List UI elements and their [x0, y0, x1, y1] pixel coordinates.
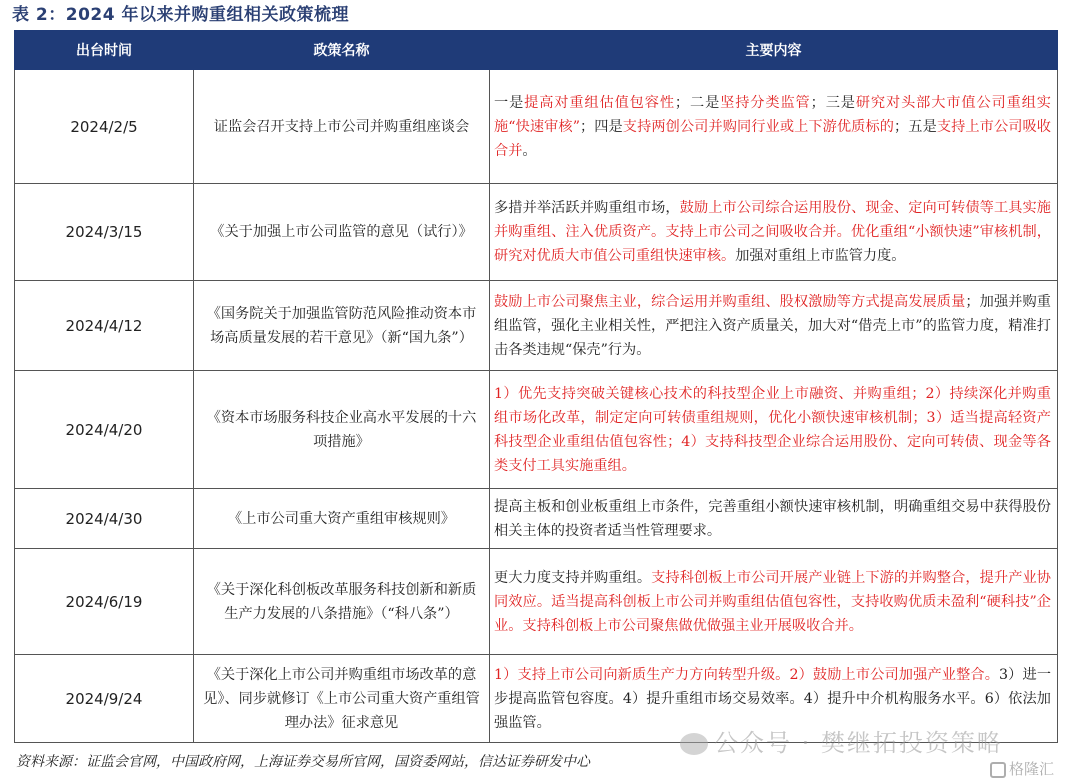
row-policy: 证监会召开支持上市公司并购重组座谈会 — [194, 70, 490, 184]
policy-table — [14, 30, 1058, 743]
table-row — [15, 184, 1058, 281]
row-content — [490, 184, 1058, 281]
watermark — [680, 723, 1003, 758]
content-segment: 。 — [522, 142, 537, 159]
logo-icon — [990, 762, 1006, 778]
header-date: 出台时间 — [15, 31, 194, 70]
row-policy: 《资本市场服务科技企业高水平发展的十六项措施》 — [194, 371, 490, 489]
content-segment: ；五是 — [894, 118, 937, 135]
row-policy: 《关于加强上市公司监管的意见（试行）》 — [194, 184, 490, 281]
wechat-icon — [680, 733, 708, 755]
row-date: 2024/4/12 — [15, 281, 194, 371]
content-segment: 支持两创公司并购同行业或上下游优质标的 — [622, 118, 895, 135]
content-segment: 研究对头部大市值公司重组实施“快速审核” — [494, 94, 1051, 135]
table-row — [15, 70, 1058, 184]
row-policy: 《关于深化科创板改革服务科技创新和新质生产力发展的八条措施》（“科八条”） — [194, 549, 490, 655]
content-segment: ；二是 — [674, 94, 721, 111]
table-row — [15, 371, 1058, 489]
content-segment: ；三是 — [810, 94, 856, 111]
content-segment: ；四是 — [579, 118, 623, 135]
row-date: 2024/4/30 — [15, 489, 194, 549]
row-date: 2024/9/24 — [15, 655, 194, 743]
content-segment: 提高对重组估值包容性 — [524, 94, 675, 111]
content-segment: 加强对重组上市监管力度。 — [735, 248, 906, 264]
table-row — [15, 549, 1058, 655]
row-content — [490, 281, 1058, 371]
content-segment: 一是 — [494, 94, 525, 111]
content-segment: 3）进一步提高监管包容度。4）提升重组市场交易效率。4）提升中介机构服务水平。6）依法加强监管。 — [494, 666, 1052, 731]
content-segment: 1）支持上市公司向新质生产力方向转型升级。2）鼓励上市公司加强产业整合。 — [494, 666, 1000, 683]
content-segment: 坚持分类监管 — [720, 94, 811, 111]
content-segment: 支持科创板上市公司开展产业链上下游的并购整合，提升产业协同效应。适当提高科创板上市公司并购重组估值包容性，支持收购优质未盈利“硬科技”企业。支持科创板上市公司聚焦做优做强主业开展吸收合并。 — [494, 569, 1051, 634]
row-policy: 《关于深化上市公司并购重组市场改革的意见》、同步就修订《上市公司重大资产重组管理办法》征求意见 — [194, 655, 490, 743]
content-segment: 支持上市公司吸收合并 — [494, 118, 1051, 159]
table-header-row — [15, 31, 1058, 70]
row-date: 2024/2/5 — [15, 70, 194, 184]
content-segment: 1）优先支持突破关键核心技术的科技型企业上市融资、并购重组；2）持续深化并购重组市场化改革，制定定向可转债重组规则，优化小额快速审核机制；3）适当提高轻资产科技型企业重组估值包容性；4）支持科技型企业综合运用股份、定向可转债、现金等各类支付工具实施重组。 — [494, 385, 1051, 474]
table-title: 表 2：2024 年以来并购重组相关政策梳理 — [12, 5, 349, 25]
row-content — [490, 70, 1058, 184]
logo — [990, 758, 1054, 779]
logo-text: 格隆汇 — [1009, 760, 1055, 778]
row-policy: 《国务院关于加强监管防范风险推动资本市场高质量发展的若干意见》（新“国九条”） — [194, 281, 490, 371]
content-segment: 鼓励上市公司综合运用股份、现金、定向可转债等工具实施并购重组、注入优质资产。支持上市公司之间吸收合并。优化重组“小额快速”审核机制，研究对优质大市值公司重组快速审核。 — [494, 200, 1051, 264]
table-row — [15, 489, 1058, 549]
content-segment: ；加强并购重组监管，强化主业相关性，严把注入资产质量关，加大对“借壳上市”的监管力度，精准打击各类违规“保壳”行为。 — [494, 293, 1051, 358]
row-date: 2024/6/19 — [15, 549, 194, 655]
content-segment: 多措并举活跃并购重组市场， — [494, 200, 680, 216]
content-segment: 提高主板和创业板重组上市条件，完善重组小额快速审核机制，明确重组交易中获得股份相关主体的投资者适当性管理要求。 — [494, 498, 1051, 539]
header-content: 主要内容 — [490, 31, 1058, 70]
row-content — [490, 549, 1058, 655]
header-policy: 政策名称 — [194, 31, 490, 70]
content-segment: 更大力度支持并购重组。 — [494, 569, 652, 586]
row-date: 2024/3/15 — [15, 184, 194, 281]
source-note: 资料来源：证监会官网，中国政府网，上海证券交易所官网，国资委网站，信达证券研发中心 — [16, 754, 590, 770]
table-row — [15, 281, 1058, 371]
row-policy: 《上市公司重大资产重组审核规则》 — [194, 489, 490, 549]
watermark-text: 公众号 · 樊继拓投资策略 — [714, 729, 1003, 757]
row-content — [490, 371, 1058, 489]
row-content — [490, 489, 1058, 549]
row-date: 2024/4/20 — [15, 371, 194, 489]
content-segment: 鼓励上市公司聚焦主业，综合运用并购重组、股权激励等方式提高发展质量 — [494, 293, 966, 310]
